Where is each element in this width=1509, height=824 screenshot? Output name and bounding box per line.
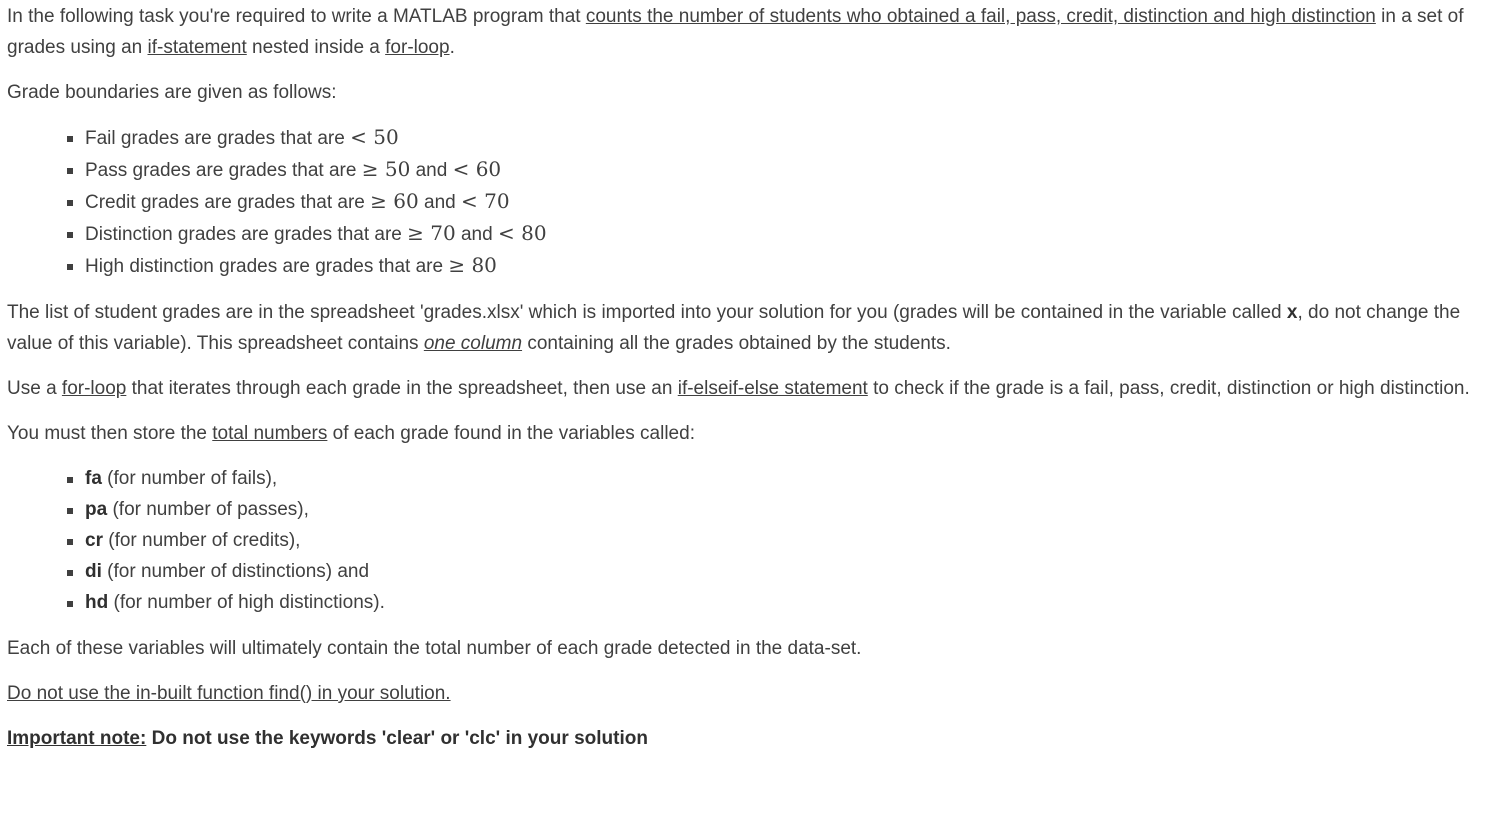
- list-item: [85, 250, 1502, 282]
- intro-text-4: .: [449, 37, 455, 58]
- boundary-text: Fail grades are grades that are: [85, 128, 351, 149]
- list-item: [85, 525, 1502, 556]
- find-note: [7, 678, 1502, 709]
- list-item: [85, 218, 1502, 250]
- loop-paragraph: [7, 373, 1502, 404]
- boundary-op: ≥: [407, 221, 424, 245]
- list-item: [85, 186, 1502, 218]
- boundary-math: [362, 157, 411, 181]
- boundary-value: 80: [521, 221, 547, 245]
- variable-x: x: [1286, 302, 1298, 323]
- boundary-op: <: [461, 189, 478, 213]
- list-item: [85, 556, 1502, 587]
- boundary-text: High distinction grades are grades that are: [85, 256, 449, 277]
- boundary-value: 60: [393, 189, 419, 213]
- list-item: [85, 122, 1502, 154]
- intro-underline-if: if-statement: [147, 37, 247, 58]
- loop-underline-ifelse: if-elseif-else statement: [677, 378, 868, 399]
- boundary-math: [453, 157, 502, 181]
- variable-desc: (for number of high distinctions).: [108, 592, 385, 613]
- boundary-and: and: [410, 160, 453, 181]
- loop-text-1: Use a: [7, 378, 62, 399]
- boundary-and: and: [418, 192, 462, 213]
- spreadsheet-text-3: containing all the grades obtained by the students.: [522, 333, 951, 354]
- loop-text-2: that iterates through each grade in the spreadsheet, then use an: [126, 378, 678, 399]
- boundary-value: 70: [484, 189, 510, 213]
- intro-underline-counts: counts the number of students who obtained a fail, pass, credit, distinction and high distinction: [585, 6, 1376, 27]
- boundary-text: Credit grades are grades that are: [85, 192, 371, 213]
- variable-name: hd: [85, 592, 109, 613]
- boundary-op: <: [497, 221, 515, 245]
- boundary-op: ≥: [448, 253, 466, 277]
- boundary-op: ≥: [361, 157, 379, 181]
- boundary-op: <: [452, 157, 470, 181]
- variable-desc: (for number of distinctions) and: [101, 561, 370, 582]
- important-text: Do not use the keywords 'clear' or 'clc' in your solution: [146, 728, 648, 749]
- variable-name: di: [85, 561, 102, 582]
- store-paragraph: [7, 418, 1502, 449]
- boundary-text: Pass grades are grades that are: [85, 160, 362, 181]
- list-item: [85, 463, 1502, 494]
- variable-desc: (for number of credits),: [102, 530, 301, 551]
- list-item: [85, 494, 1502, 525]
- variable-desc: (for number of fails),: [101, 468, 278, 489]
- boundary-and: and: [455, 224, 498, 245]
- loop-underline-for: for-loop: [61, 378, 127, 399]
- intro-text-2: in a set of grades using an: [7, 6, 1464, 58]
- list-item: [85, 154, 1502, 186]
- boundary-value: 60: [475, 157, 502, 181]
- boundary-op: <: [350, 125, 367, 149]
- boundaries-list: [7, 122, 1502, 282]
- boundary-math: [350, 125, 399, 149]
- intro-paragraph: [7, 1, 1502, 63]
- one-column-emphasis: one column: [423, 333, 523, 354]
- boundary-math: [407, 221, 456, 245]
- variable-name: fa: [85, 468, 102, 489]
- variables-list: [7, 463, 1502, 618]
- intro-text-3: nested inside a: [246, 37, 386, 58]
- variable-name: cr: [85, 530, 103, 551]
- spreadsheet-paragraph: [7, 297, 1502, 359]
- store-text-1: You must then store the: [7, 423, 213, 444]
- important-note: [7, 723, 1502, 754]
- boundary-value: 80: [471, 253, 497, 277]
- spreadsheet-text-1: The list of student grades are in the spreadsheet 'grades.xlsx' which is imported into your solution for you (grades will be contained in the variable called: [7, 302, 1287, 323]
- boundary-math: [498, 221, 547, 245]
- boundary-math: [461, 189, 510, 213]
- store-text-2: of each grade found in the variables called:: [327, 423, 695, 444]
- intro-text-1: In the following task you're required to write a MATLAB program that: [7, 6, 586, 27]
- loop-text-3: to check if the grade is a fail, pass, credit, distinction or high distinction.: [867, 378, 1470, 399]
- boundary-value: 50: [373, 125, 399, 149]
- spreadsheet-text-2: , do not change the value of this variable). This spreadsheet contains: [7, 302, 1461, 354]
- boundary-text: Distinction grades are grades that are: [85, 224, 408, 245]
- find-note-text: Do not use the in-built function find() in your solution.: [7, 683, 451, 704]
- intro-underline-for: for-loop: [385, 37, 450, 58]
- each-note: Each of these variables will ultimately contain the total number of each grade detected in the data-set.: [7, 638, 862, 659]
- variable-desc: (for number of passes),: [107, 499, 309, 520]
- boundary-op: ≥: [370, 189, 387, 213]
- store-underline-total: total numbers: [212, 423, 328, 444]
- variable-name: pa: [85, 499, 108, 520]
- boundary-math: [448, 253, 497, 277]
- boundary-math: [370, 189, 419, 213]
- boundary-value: 50: [384, 157, 411, 181]
- important-label: Important note:: [7, 728, 147, 749]
- boundary-value: 70: [430, 221, 456, 245]
- list-item: [85, 587, 1502, 618]
- boundaries-heading: Grade boundaries are given as follows:: [7, 82, 337, 103]
